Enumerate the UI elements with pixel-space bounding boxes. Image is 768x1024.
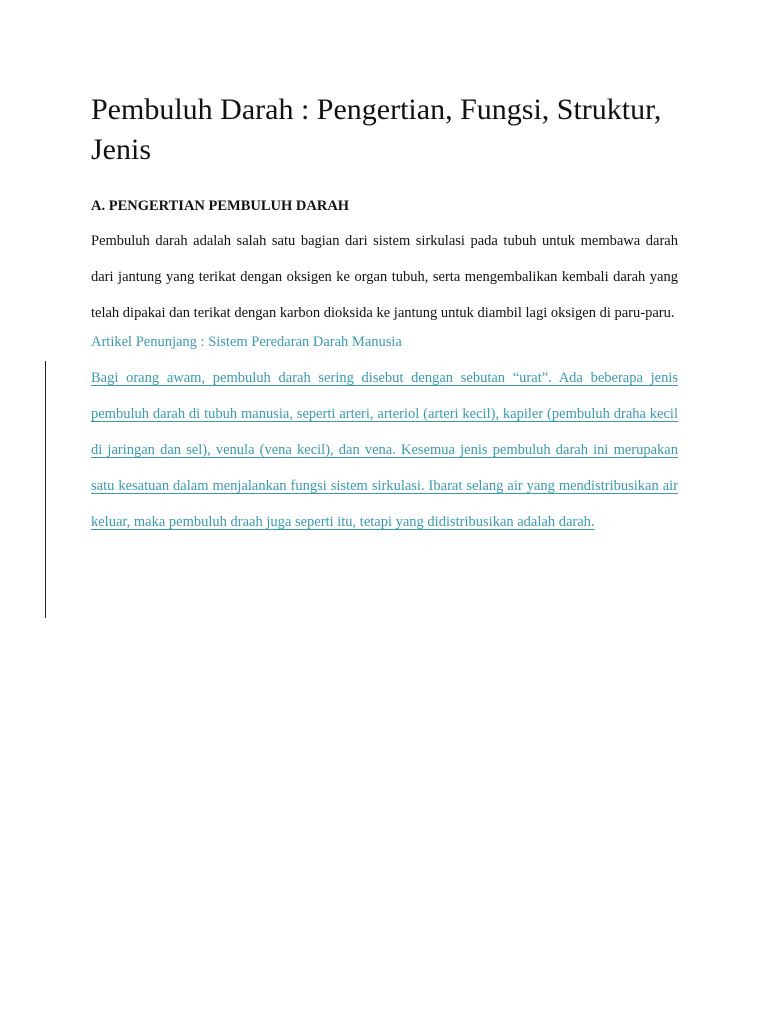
related-article-link[interactable]: Artikel Penunjang : Sistem Peredaran Darah Manusia (91, 334, 402, 350)
document-page (91, 90, 678, 540)
intro-paragraph: Pembuluh darah adalah salah satu bagian dari sistem sirkulasi pada tubuh untuk membawa darah dari jantung yang terikat dengan oksigen ke organ tubuh, serta mengembalikan kembali darah yang telah dipakai dan terikat dengan karbon dioksida ke jantung untuk diambil lagi oksigen di paru-paru. (91, 233, 678, 321)
change-bar (45, 361, 46, 618)
section-heading: A. PENGERTIAN PEMBULUH DARAH (91, 198, 350, 214)
page-title: Pembuluh Darah : Pengertian, Fungsi, Struktur, Jenis (91, 93, 662, 166)
linked-paragraph[interactable]: Bagi orang awam, pembuluh darah sering disebut dengan sebutan “urat”. Ada beberapa jenis pembuluh darah di tubuh manusia, seperti arteri, arteriol (arteri kecil), kapiler (pembuluh draha kecil di jaringan dan sel), venula (vena kecil), dan vena. Kesemua jenis pembuluh darah ini merupakan satu kesatuan dalam menjalankan fungsi sistem sirkulasi. Ibarat selang air yang mendistribusikan air keluar, maka pembuluh draah juga seperti itu, tetapi yang didistribusikan adalah darah. (91, 370, 678, 530)
